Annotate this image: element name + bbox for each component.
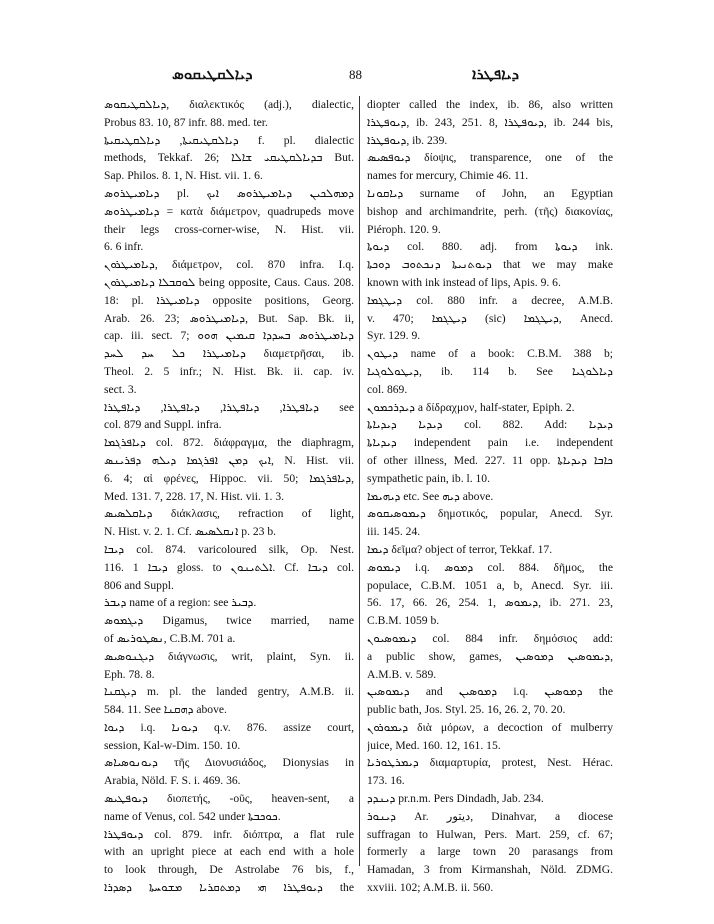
text-line: ܕܝܓܢܘܣܝܣ‏ διάγνωσις, writ, plaint, Syn. ii. — [104, 649, 354, 663]
text-line: ܕܝܐܡܝܛܪܘܣ‏ pl. ܕܡܗܠܟܝܢ ܕܝܐܡܝܛܪܘܣ ܐܝܟ — [104, 186, 354, 200]
header-right-word: ܕܝܐܦܛܪܐ — [472, 67, 520, 83]
text-line: ܕܝܐܦܪܓܡܐ‏ col. 872. διάφραγμα, the diaphragm, — [104, 436, 354, 450]
text-line: ܕܝܓܩܢܐ‏ m. pl. the landed gentry, A.M.B. ii. — [104, 685, 354, 699]
text-line: session, Kal-w-Dim. 150. 10. — [104, 738, 241, 752]
text-line: cap. iii. sect. 7; ܕܝܐܡܝܛܪܘܣ ܒܚܕܕܐ ܩܝܡܝܢ ܗܘܘ — [104, 329, 354, 343]
text-line: ܕܝܐܡܝܛܪܘܢ‏, διάμετρον, col. 870 infra. I.q. — [104, 258, 354, 272]
text-line: public bath, Jos. Styl. 25. 16, 26. 2, 70. 20. — [367, 703, 566, 717]
text-line: 584. 11. See ܕܗܩܢܐ‏ above. — [104, 703, 227, 717]
text-line: ܕܝܘܬܢܝܬܐ ܕܢܟܬܘܒ ܕܘܟܬܐ‏ that we may make — [367, 258, 613, 272]
text-line: ܕܝܒܪ‏ name of a region: see ܕܒܝܪ‏. — [104, 596, 257, 610]
text-line: A.M.B. v. 589. — [367, 667, 437, 681]
text-line: a public show, games, ܕܝܡܘܣܝܢ ܕܡܘܣܝܢ‏, — [367, 649, 613, 663]
text-line: 173. 16. — [367, 774, 405, 788]
text-line: names for mercury, Chimie 46. 11. — [367, 169, 529, 183]
text-line: ܕܝܓܡܘܣ‏ Digamus, twice married, name — [104, 614, 354, 628]
text-line: to look through, De Astrolabe 76 bis, f., — [104, 863, 354, 877]
text-line: known with ink instead of lips, Apis. 9. 6. — [367, 275, 561, 289]
text-line: ܕܝܘܦܛܪܐ ܗܝ ܕܡܬܩܪܝܐ ܡܫܘܚܬܐ ܕܣܕܪܐ‏ the — [104, 881, 354, 895]
text-line: 6. 4; αἱ φρένες, Hippoc. vii. 50; ܕܝܐܦܪܓܡܐ‏, — [104, 471, 354, 485]
text-line: populace, C.B.M. 1051 a, b, Anecd. Syr. iii. — [367, 578, 613, 592]
right-column — [367, 96, 613, 897]
text-line: ܕܝܘܦܛܪܐ‏ col. 879. infr. διόπτρα, a flat rule — [104, 827, 354, 841]
text-line: ܕܝܡܐ‏ δεῖμα? object of terror, Tekkaf. 17. — [367, 542, 553, 556]
text-line: with an upright piece at each end with a hole — [104, 845, 354, 859]
text-line: ܕܝܕܪܟܡܘܢ‏ a δίδραχμον, half-stater, Epiph. 2. — [367, 400, 575, 414]
text-line: sect. 3. — [104, 382, 137, 396]
text-line: Arabia, Nöld. F. S. i. 469. 36. — [104, 774, 241, 788]
text-line: Theol. 2. 5 infr.; N. Hist. Bk. ii. cap. iv. — [104, 364, 354, 378]
text-line: methods, Tekkaf. 26; ܒܕܝܐܠܩܛܝܩܝ ܫܐܠܐ But. — [104, 151, 354, 165]
column-divider — [359, 96, 360, 866]
text-line: Probus 83. 10, 87 infr. 88. med. ter. — [104, 115, 268, 129]
text-line: ܕܝܢܘܪ‏ Ar. ديتور, Dinahvar, a diocese — [367, 809, 613, 823]
text-line: ܕܝܐܩܘܢܐ‏ surname of John, an Egyptian — [367, 186, 613, 200]
text-line: ܕܝܕܝܐܬܐ‏ independent pain i.e. independent — [367, 436, 613, 450]
text-line: ܕܝܒܐ‏ col. 874. varicoloured silk, Op. Nest. — [104, 542, 354, 556]
text-line: ܕܝܡܘܣ‏ i.q. ܕܡܘܣ‏ col. 884. δῆμος, the — [367, 560, 613, 574]
text-line: ܕܝܛܘܠܘܓܝܐ‏, ib. 114 b. See ܕܝܐܠܘܓܝܐ‏ — [367, 364, 613, 378]
text-line: ܕܝܐܩܠܣܝܣ‏ διάκλασις, refraction of light, — [104, 507, 354, 521]
text-line: ܕܝܘܦܣܝܣ‏ δίοψις, transparence, one of the — [367, 151, 613, 165]
text-line: 116. 1 ܕܝܒܐ gloss. to ܐܠܬܝܢܘܢ‏. Cf. ܕܝܒܐ‏ col. — [104, 560, 354, 574]
text-line: Sap. Philos. 8. 1, N. Hist. vii. 1. 6. — [104, 169, 263, 183]
text-line: ܕܝܡܘܣܝܢ‏ and ܕܡܘܣܝܢ‏ i.q. ܕܡܘܣܝܢ‏ the — [367, 685, 613, 699]
text-line: ܕܝܐܠܩܛܝܩܝܬܐ‏, ܕܝܐܠܩܛܝܩܝܬܐ f. pl. dialectic — [104, 133, 354, 147]
text-line: ܕܝܘܬܐ‏ col. 880. adj. from ܕܝܘܬܐ‏ ink. — [367, 240, 613, 254]
text-line: 56. 17, 66. 26, 254. 1, ܕܝܡܘܣ‏, ib. 271. 23, — [367, 596, 613, 610]
text-line: ܕܝܕܝܐ‏ ܕܝܕܝܐܬܐ‏ col. 882. Add: ܕܝܕܝܐ‏ — [367, 418, 613, 432]
text-line: N. Hist. v. 2. 1. Cf. ܐܢܩܠܣܝܣ‏ p. 23 b. — [104, 525, 277, 539]
text-line: their legs cross-corner-wise, N. Hist. vii. — [104, 222, 354, 236]
text-line: diopter called the index, ib. 86, also written — [367, 98, 613, 111]
text-line: C.B.M. 1059 b. — [367, 614, 440, 628]
text-line: Eph. 78. 8. — [104, 667, 155, 681]
text-line: of ܢܣܛܘܪܝܣ‏, C.B.M. 701 a. — [104, 631, 236, 645]
text-line: Syr. 129. 9. — [367, 329, 421, 343]
text-line: ܕܝܢܕܕ‏ pr.n.m. Pers Dindadh, Jab. 234. — [367, 792, 544, 806]
text-line: bishop and archimandrite, perh. (τῆς) διακονίας, — [367, 204, 613, 218]
text-line: v. 470; ܕܝܛܓܡܐ (sic) ܕܝܛܓܡܐ‏, Anecd. — [367, 311, 613, 325]
text-line: sympathetic pain, ib. l. 10. — [367, 471, 491, 485]
text-line: ܕܝܐܠܩܛܝܩܘܣ‏, διαλεκτικός (adj.), dialectic, — [104, 98, 354, 111]
text-line: 18: pl. ܕܝܐܡܝܛܪܐ‏ opposite positions, Georg. — [104, 293, 354, 307]
header-left-word: ܕܝܐܠܩܛܝܩܘܣ — [172, 67, 253, 83]
text-line: ܕܝܘܦܛܪܐ‏, ib. 239. — [367, 133, 448, 147]
text-line: ܕܝܛܘܢ‏ name of a book: C.B.M. 388 b; — [367, 347, 613, 361]
text-line: ܕܝܡܪܛܘܪܝܐ‏ διαμαρτυρία, protest, Nest. Hérac. — [367, 756, 613, 770]
text-line: ܕܝܘܦܛܝܣ‏ διοπετής, -οῦς, heaven-sent, a — [104, 792, 354, 806]
text-line: ܕܝܡܘܣܝܩܘܣ‏ δημοτικός, popular, Anecd. Syr. — [367, 507, 613, 521]
text-line: Arab. 26. 23; ܕܝܐܡܝܛܪܘܣ‏, But. Sap. Bk. ii, — [104, 311, 354, 325]
running-header — [0, 66, 714, 88]
text-line: ܕܝܘܦܛܪܐ‏, ib. 243, 251. 8, ܕܝܘܦܛܪܐ‏, ib. 244 bis, — [367, 115, 613, 129]
left-column — [104, 96, 354, 897]
text-line: formerly a large town 20 parasangs from — [367, 845, 613, 859]
text-line: ܕܝܐܡܝܛܪܐ ܟܠ ܚܕ ܠܚܕ‏ διαμετρῆσαι, ib. — [104, 347, 354, 361]
text-line: ܕܝܛܓܡܐ‏ col. 880 infr. a decree, A.M.B. — [367, 293, 613, 307]
text-line: ܠܘܩܒܠܐ ܕܝܐܡܝܛܪܘܢ‏ being opposite, Caus. Caus. 208. — [104, 275, 354, 289]
text-line: iii. 145. 24. — [367, 525, 421, 539]
text-line: col. 869. — [367, 382, 408, 396]
text-line: xxviii. 102; A.M.B. ii. 560. — [367, 881, 494, 895]
text-line: Hamadan, 3 from Kirmanshah, Nöld. ZDMG. — [367, 863, 613, 877]
text-line: ܕܝܘܐ‏ i.q. ܕܝܘܢܐ‏ q.v. 876. assize court, — [104, 720, 354, 734]
text-line: name of Venus, col. 542 under ܟܘܟܒܬܐ‏. — [104, 809, 281, 823]
text-line: Med. 131. 7, 228. 17, N. Hist. vii. 1. 3. — [104, 489, 285, 503]
text-line: juice, Med. 160. 12, 161. 15. — [367, 738, 501, 752]
text-line: ܐܝܟ ܕܡܢ ܐܦܪܓܡܐ ܕܝܠܗ ܕܦܪܝܢܣ‏, N. Hist. vii. — [104, 453, 354, 467]
text-line: ܕܝܡܘܪܘܢ‏ διὰ μόρων, a decoction of mulberry — [367, 720, 613, 734]
text-line: ܕܝܐܡܝܛܪܘܣ = κατὰ διάμετρον, quadrupeds move — [104, 204, 354, 218]
page-number: 88 — [349, 67, 362, 82]
text-line: ܕܝܐܦܛܪܐ‏, ܕܝܐܦܛܪܐ‏, ܕܝܐܦܛܪܐ‏, ܕܝܐܦܛܪܐ‏ see — [104, 400, 354, 414]
text-line: 6. 6 infr. — [104, 240, 144, 254]
text-line: Piéroph. 120. 9. — [367, 222, 441, 236]
text-line: suffragan to Hulwan, Pers. Mart. 259, cf. 67; — [367, 827, 613, 841]
text-line: col. 879 and Suppl. infra. — [104, 418, 222, 432]
text-line: ܕܝܗܝܡܐ‏ etc. See ܕܝܗ above. — [367, 489, 494, 503]
text-line: ܕܝܘܢܘܣܝܐܣ‏ τῆς Διονυσιάδος, Dionysias in — [104, 756, 354, 770]
text-line: ܕܝܡܘܣܝܘܢ‏ col. 884 infr. δημόσιος add: — [367, 631, 613, 645]
text-line: 806 and Suppl. — [104, 578, 174, 592]
text-line: of other illness, Med. 227. 11 opp. ܟܐܒܐ ܕܝܕܝܐܬܐ‏ — [367, 453, 613, 467]
